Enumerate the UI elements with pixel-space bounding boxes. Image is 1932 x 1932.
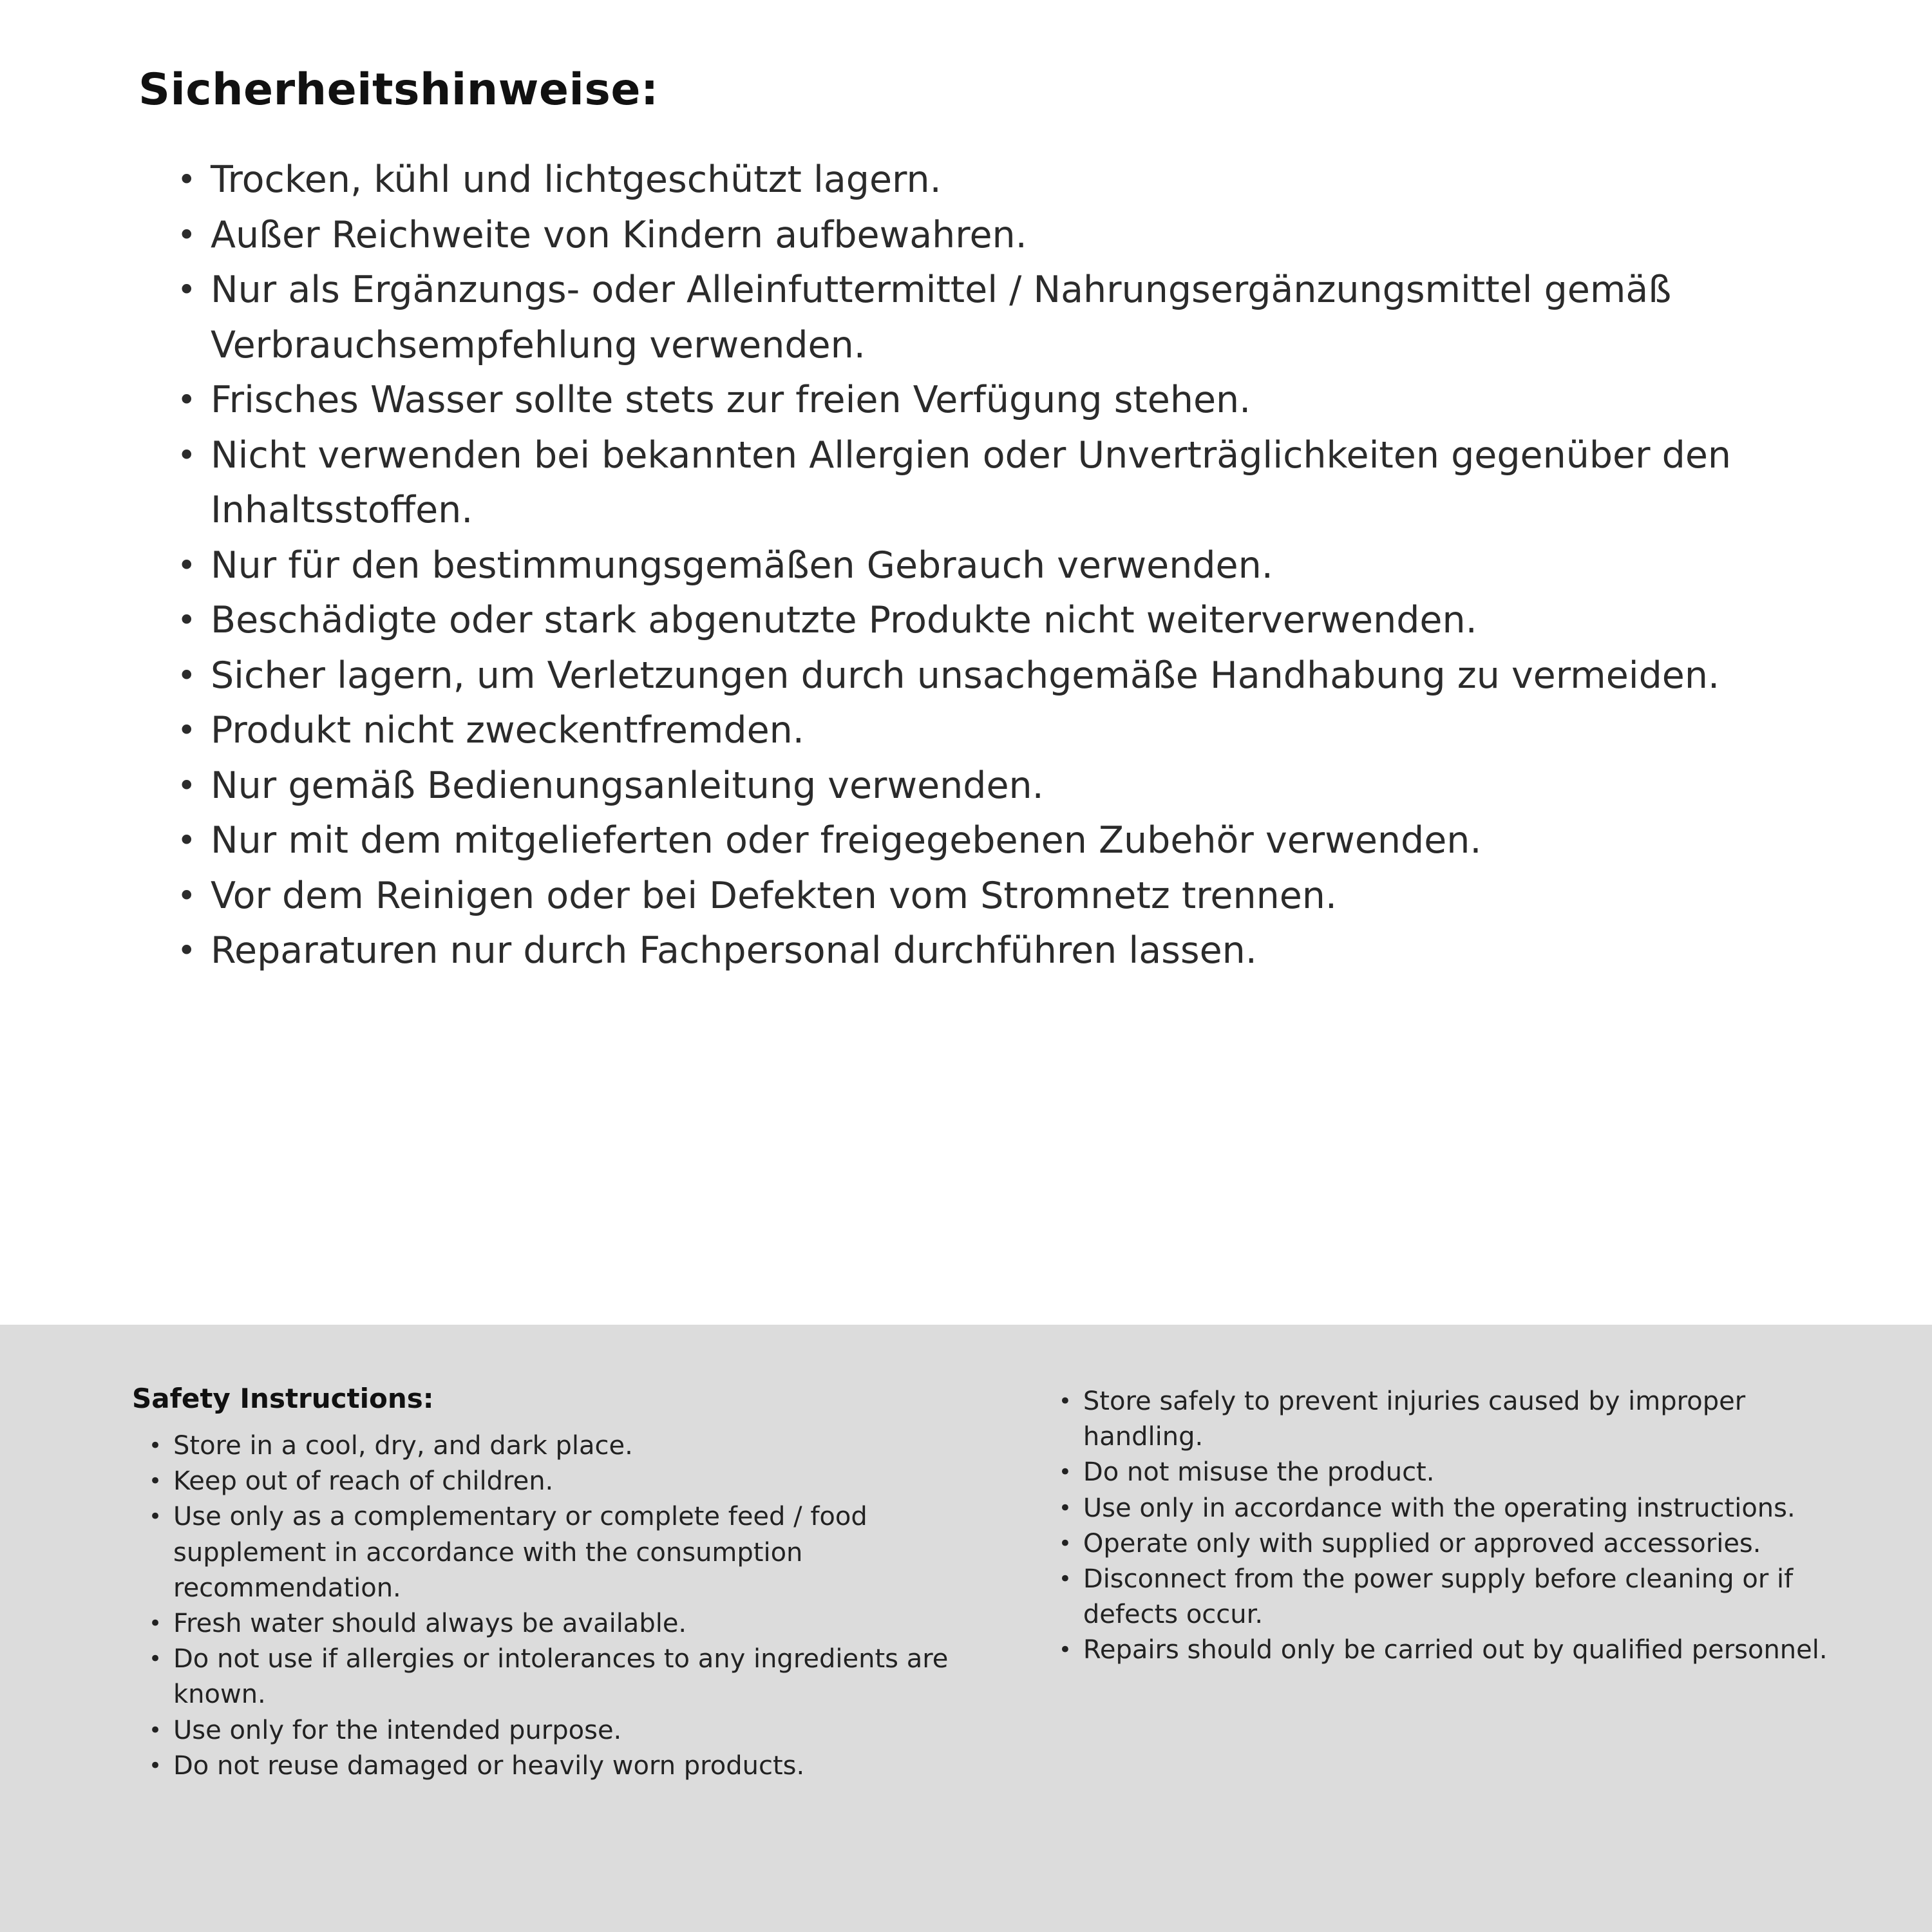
list-item — [177, 538, 1816, 594]
bullet-icon: • — [177, 656, 196, 694]
list-item-text: Do not reuse damaged or heavily worn products. — [173, 1750, 805, 1781]
list-item — [149, 1464, 975, 1499]
list-item — [177, 813, 1816, 869]
bullet-icon: • — [177, 161, 196, 198]
list-item-text: Vor dem Reinigen oder bei Defekten vom Stromnetz trennen. — [211, 874, 1338, 917]
bullet-icon: • — [177, 271, 196, 308]
bullet-icon: • — [177, 766, 196, 804]
list-item-text: Nur für den bestimmungsgemäßen Gebrauch verwenden. — [211, 544, 1273, 587]
list-item-text: Use only for the intended purpose. — [173, 1715, 622, 1745]
list-item — [177, 869, 1816, 924]
list-item-text: Store safely to prevent injuries caused by improper handling. — [1083, 1387, 1746, 1452]
list-item — [177, 153, 1816, 208]
list-item-text: Fresh water should always be available. — [173, 1608, 687, 1638]
list-item-text: Frisches Wasser sollte stets zur freien Verfügung stehen. — [211, 379, 1251, 421]
bullet-icon: • — [177, 822, 196, 859]
bullet-icon: • — [177, 712, 196, 749]
english-section-title: Safety Instructions: — [132, 1383, 434, 1414]
bullet-icon: • — [177, 932, 196, 969]
list-item — [149, 1499, 975, 1606]
list-item-text: Nur mit dem mitgelieferten oder freigegebenen Zubehör verwenden. — [211, 819, 1482, 862]
list-item-text: Repairs should only be carried out by qualified personnel. — [1083, 1635, 1828, 1665]
german-section-title: Sicherheitshinweise: — [138, 64, 659, 115]
list-item-text: Operate only with supplied or approved accessories. — [1083, 1528, 1761, 1558]
list-item — [149, 1642, 975, 1712]
bullet-icon: • — [177, 381, 196, 419]
list-item-text: Nur gemäß Bedienungsanleitung verwenden. — [211, 764, 1044, 807]
english-safety-section — [0, 1325, 1932, 1932]
list-item-text: Trocken, kühl und lichtgeschützt lagern. — [211, 158, 942, 201]
list-item-text: Do not misuse the product. — [1083, 1457, 1435, 1488]
list-item-text: Außer Reichweite von Kindern aufbewahren. — [211, 213, 1027, 256]
list-item-text: Nur als Ergänzungs- oder Alleinfuttermittel / Nahrungsergänzungsmittel gemäß Verbrauchsempfehlung verwenden. — [211, 269, 1672, 366]
bullet-icon: • — [1058, 1388, 1072, 1414]
bullet-icon: • — [177, 876, 196, 914]
list-item-text: Keep out of reach of children. — [173, 1466, 554, 1497]
list-item — [177, 649, 1816, 704]
list-item-text: Beschädigte oder stark abgenutzte Produkte nicht weiterverwenden. — [211, 599, 1477, 641]
list-item-text: Produkt nicht zweckentfremden. — [211, 709, 804, 752]
bullet-icon: • — [149, 1752, 162, 1779]
list-item-text: Reparaturen nur durch Fachpersonal durchführen lassen. — [211, 929, 1257, 972]
list-item-text: Use only as a complementary or complete feed / food supplement in accordance with the consumption recommendation. — [173, 1502, 867, 1603]
bullet-icon: • — [177, 546, 196, 584]
list-item — [177, 263, 1816, 373]
list-item — [177, 923, 1816, 979]
bullet-icon: • — [149, 1646, 162, 1672]
list-item — [177, 593, 1816, 649]
list-item — [177, 428, 1816, 538]
list-item — [149, 1606, 975, 1642]
list-item — [1059, 1384, 1861, 1455]
english-safety-list-right — [1059, 1384, 1861, 1669]
list-item — [177, 703, 1816, 759]
list-item-text: Sicher lagern, um Verletzungen durch unsachgemäße Handhabung zu vermeiden. — [211, 654, 1720, 697]
list-item — [1059, 1633, 1861, 1668]
list-item — [1059, 1455, 1861, 1490]
bullet-icon: • — [1058, 1530, 1072, 1557]
english-left-column — [132, 1383, 975, 1932]
bullet-icon: • — [149, 1610, 162, 1636]
list-item-text: Do not use if allergies or intolerances to any ingredients are known. — [173, 1644, 949, 1710]
bullet-icon: • — [177, 216, 196, 254]
bullet-icon: • — [1058, 1495, 1072, 1521]
list-item — [149, 1428, 975, 1464]
list-item — [149, 1713, 975, 1748]
english-safety-list-left — [132, 1428, 975, 1784]
list-item-text: Use only in accordance with the operating instructions. — [1083, 1493, 1795, 1523]
english-right-column — [1059, 1383, 1861, 1932]
bullet-icon: • — [1058, 1637, 1072, 1663]
list-item — [177, 208, 1816, 263]
list-item — [1059, 1562, 1861, 1633]
bullet-icon: • — [149, 1433, 162, 1459]
german-safety-list — [138, 153, 1816, 979]
list-item — [177, 759, 1816, 814]
bullet-icon: • — [177, 601, 196, 639]
bullet-icon: • — [1058, 1459, 1072, 1486]
bullet-icon: • — [149, 1468, 162, 1495]
list-item — [177, 373, 1816, 428]
bullet-icon: • — [1058, 1566, 1072, 1592]
list-item — [1059, 1526, 1861, 1562]
list-item-text: Disconnect from the power supply before cleaning or if defects occur. — [1083, 1564, 1794, 1630]
bullet-icon: • — [149, 1717, 162, 1743]
bullet-icon: • — [177, 436, 196, 474]
list-item — [1059, 1491, 1861, 1526]
list-item — [149, 1748, 975, 1784]
list-item-text: Nicht verwenden bei bekannten Allergien oder Unverträglichkeiten gegenüber den Inhaltsstoffen. — [211, 433, 1732, 531]
list-item-text: Store in a cool, dry, and dark place. — [173, 1431, 633, 1461]
bullet-icon: • — [149, 1504, 162, 1530]
